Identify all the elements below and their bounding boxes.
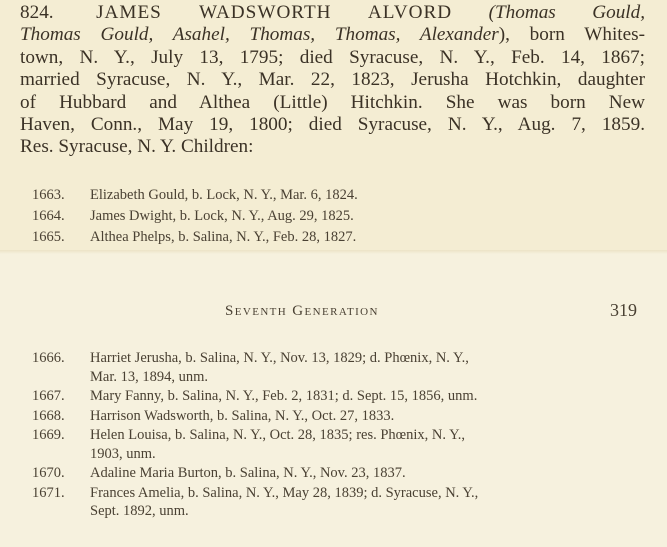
entry-line-5: of Hubbard and Althea (Little) Hitchkin. She was born New bbox=[20, 91, 645, 113]
list-item bbox=[32, 206, 358, 227]
entry-text: ), born Whites- bbox=[498, 24, 645, 46]
child-line bbox=[32, 465, 406, 481]
entry-name: JAMES WADSWORTH ALVORD bbox=[96, 2, 453, 23]
running-head bbox=[0, 300, 667, 324]
child-text-cont: 1903, unm. bbox=[90, 445, 156, 462]
genealogy-entry bbox=[20, 2, 645, 159]
child-number: 1670. bbox=[32, 465, 65, 481]
child-number: 1664. bbox=[32, 208, 65, 224]
child-text: Harrison Wadsworth, b. Salina, N. Y., Oct. 27, 1833. bbox=[90, 407, 395, 424]
page-seam bbox=[0, 250, 667, 254]
child-number: 1668. bbox=[32, 407, 65, 424]
child-number: 1665. bbox=[32, 229, 65, 245]
child-text: Althea Phelps, b. Salina, N. Y., Feb. 28, 1827. bbox=[90, 229, 357, 245]
list-item bbox=[32, 464, 652, 483]
list-item bbox=[32, 484, 652, 521]
child-number: 1671. bbox=[32, 484, 65, 501]
child-number: 1669. bbox=[32, 427, 65, 443]
list-item bbox=[32, 407, 652, 426]
child-text: Mary Fanny, b. Salina, N. Y., Feb. 2, 1831; d. Sept. 15, 1856, unm. bbox=[90, 388, 478, 404]
entry-line-2 bbox=[20, 24, 645, 46]
child-text-cont: Sept. 1892, unm. bbox=[90, 503, 189, 519]
list-item bbox=[32, 185, 358, 206]
child-number: 1666. bbox=[32, 350, 65, 366]
entry-line-4: married Syracuse, N. Y., Mar. 22, 1823, Jerusha Hotchkin, daughter bbox=[20, 69, 645, 91]
child-text-cont: Mar. 13, 1894, unm. bbox=[90, 368, 209, 385]
entry-ancestry-cont: Thomas Gould, Asahel, Thomas, Thomas, Alexander bbox=[20, 24, 499, 46]
child-number: 1667. bbox=[32, 388, 65, 404]
child-line bbox=[32, 408, 394, 424]
child-line bbox=[32, 485, 478, 501]
child-text: Elizabeth Gould, b. Lock, N. Y., Mar. 6, 1824. bbox=[90, 187, 358, 203]
running-head-title: Seventh Generation bbox=[225, 303, 379, 319]
entry-line-6: Haven, Conn., May 19, 1800; died Syracuse, N. Y., Aug. 7, 1859. bbox=[20, 114, 645, 136]
child-line bbox=[32, 350, 469, 366]
entry-number: 824. bbox=[20, 2, 54, 23]
list-item bbox=[32, 349, 652, 386]
entry-line-7: Res. Syracuse, N. Y. Children: bbox=[20, 136, 254, 158]
child-number: 1663. bbox=[32, 187, 65, 203]
child-text: Helen Louisa, b. Salina, N. Y., Oct. 28, 1835; res. Phœnix, N. Y., bbox=[90, 427, 465, 443]
child-text: Harriet Jerusha, b. Salina, N. Y., Nov. 13, 1829; d. Phœnix, N. Y., bbox=[90, 350, 469, 366]
entry-line-1 bbox=[20, 2, 645, 24]
child-text: Frances Amelia, b. Salina, N. Y., May 28, 1839; d. Syracuse, N. Y., bbox=[90, 484, 479, 501]
list-item bbox=[32, 426, 652, 463]
child-line bbox=[32, 427, 465, 443]
children-list-bottom bbox=[32, 349, 652, 522]
list-item bbox=[32, 387, 652, 406]
children-list-top bbox=[32, 185, 358, 248]
entry-ancestry: (Thomas Gould, bbox=[488, 2, 646, 23]
list-item bbox=[32, 227, 358, 248]
child-text: Adaline Maria Burton, b. Salina, N. Y., Nov. 23, 1837. bbox=[90, 465, 406, 481]
entry-line-3: town, N. Y., July 13, 1795; died Syracuse, N. Y., Feb. 14, 1867; bbox=[20, 46, 645, 68]
page-number: 319 bbox=[610, 300, 637, 320]
child-text: James Dwight, b. Lock, N. Y., Aug. 29, 1825. bbox=[90, 208, 354, 224]
child-line bbox=[32, 388, 477, 404]
